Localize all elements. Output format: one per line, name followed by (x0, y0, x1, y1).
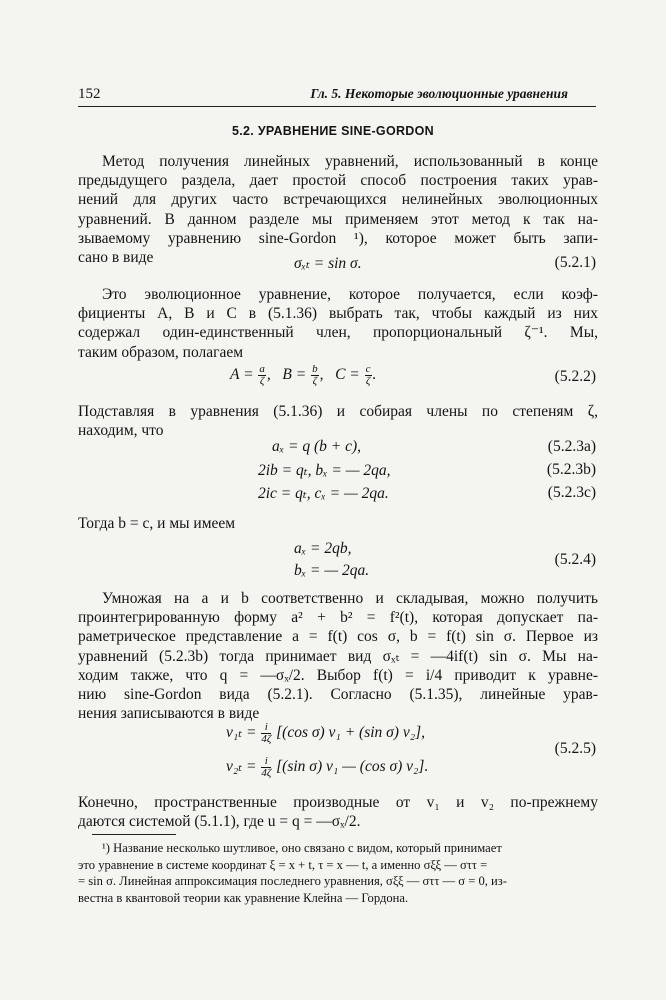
equation-5-2-4-line-2: bₓ = — 2qa. (294, 562, 370, 579)
equation-number: (5.2.2) (554, 368, 596, 385)
footnote-line: = sin σ. Линейная аппроксимация последнего уравнения, σξξ — σττ — σ = 0, из- (78, 874, 507, 888)
text-line: Это эволюционное уравнение, которое получается, если коэф- (102, 286, 598, 303)
denominator: 4ζ (261, 767, 272, 779)
equation-5-2-1: σₓₜ = sin σ. (294, 255, 362, 272)
paragraph-4 (78, 514, 598, 533)
page-number: 152 (78, 86, 101, 102)
footnote-line: это уравнение в системе координат ξ = x + t, τ = x — t, а именно σξξ — σττ = (78, 857, 488, 872)
eq-lhs: v₂ₜ = (226, 758, 257, 776)
numerator: c (365, 363, 371, 375)
eq-rhs: [(sin σ) v₁ — (cos σ) v₂]. (276, 758, 429, 776)
fraction (261, 756, 271, 779)
equation-number: (5.2.5) (554, 740, 596, 757)
paragraph-6 (78, 793, 598, 831)
paragraph-3 (78, 402, 598, 440)
text-line: Конечно, пространственные производные от v₁ и v₂ по-прежнему (78, 794, 598, 811)
equation-number: (5.2.1) (554, 254, 596, 271)
text-line: таким образом, полагаем (78, 343, 244, 361)
equation-5-2-4-line-1: aₓ = 2qb, (294, 540, 352, 557)
paragraph-2 (78, 285, 598, 362)
text-line: сано в виде (78, 248, 154, 266)
numerator: i (261, 756, 271, 768)
denominator: ζ (259, 375, 265, 387)
equation-5-2-3c: 2ic = qₜ, cₓ = — 2qa. (258, 485, 389, 502)
text-line: нию sine-Gordon вида (5.2.1). Согласно (5.1.35), линейные урав- (78, 685, 598, 703)
numerator: b (312, 363, 318, 375)
eq-lhs: A = (230, 366, 254, 384)
section-title: 5.2. УРАВНЕНИЕ SINE-GORDON (232, 124, 434, 138)
text-line: Тогда b = c, и мы имеем (78, 515, 236, 532)
numerator: a (259, 363, 265, 375)
paragraph-1 (78, 152, 598, 267)
text-line: предыдущего раздела, дает простой способ построения таких урав- (78, 172, 598, 190)
footnote-rule (92, 834, 176, 835)
text-line: нений для других часто встречающихся нелинейных эволюционных (78, 191, 598, 209)
paragraph-5 (78, 589, 598, 723)
equation-number: (5.2.4) (554, 551, 596, 568)
numerator: i (261, 722, 271, 734)
text-line: уравнений. В данном разделе мы применяем этот метод к так на- (78, 210, 598, 228)
equation-number: (5.2.3b) (546, 461, 596, 478)
equation-5-2-3a: aₓ = q (b + c), (272, 438, 362, 455)
footnote-line: вестна в квантовой теории как уравнение Клейна — Гордона. (78, 890, 409, 905)
fraction (365, 364, 372, 387)
denominator: ζ (365, 375, 371, 387)
text-line: даются системой (5.1.1), где u = q = —σₓ/2. (78, 813, 361, 831)
page-header (78, 86, 596, 107)
eq-lhs: v₁ₜ = (226, 724, 257, 742)
equation-number: (5.2.3a) (547, 438, 596, 455)
eq-lhs: C = (335, 366, 360, 384)
text-line: Метод получения линейных уравнений, использованный в конце (102, 153, 598, 170)
equation-5-2-5-line-1 (226, 722, 425, 745)
footnote (78, 840, 598, 906)
eq-rhs: [(cos σ) v₁ + (sin σ) v₂], (276, 724, 426, 742)
denominator: ζ (312, 375, 318, 387)
text-line: нения записываются в виде (78, 705, 260, 723)
denominator: 4ζ (261, 733, 272, 745)
eq-lhs: B = (282, 366, 307, 384)
footnote-line: ¹) Название несколько шутливое, оно связано с видом, который принимает (102, 841, 502, 855)
fraction (258, 364, 266, 387)
running-title: Гл. 5. Некоторые эволюционные уравнения (310, 86, 568, 101)
text-line: раметрическое представление a = f(t) cos σ, b = f(t) sin σ. Первое из (78, 628, 598, 646)
equation-number: (5.2.3c) (547, 484, 596, 501)
text-line: Умножая на a и b соответственно и складывая, можно получить (102, 590, 598, 607)
equation-5-2-3b: 2ib = qₜ, bₓ = — 2qa, (258, 462, 391, 479)
text-line: ходим также, что q = —σₓ/2. Выбор f(t) = i/4 приводит к уравне- (78, 666, 598, 684)
equation-5-2-5-line-2 (226, 756, 428, 779)
text-line: Подставляя в уравнения (5.1.36) и собирая члены по степеням ζ, (78, 403, 598, 420)
equation-5-2-2: A = $\frac{a}{\zeta}$ , B = $\frac{b}{\zeta}$ , C = $\frac{c}{\zeta}$ . (230, 363, 377, 387)
fraction (311, 364, 319, 387)
text-line: содержал один-единственный член, пропорциональный ζ⁻¹. Мы, (78, 324, 598, 342)
text-line: фициенты A, B и C в (5.1.36) выбрать так, чтобы каждый из них (78, 305, 598, 323)
fraction (261, 722, 271, 745)
text-line: уравнений (5.2.3b) тогда принимает вид σₓₜ = —4if(t) sin σ. Мы на- (78, 647, 598, 665)
text-line: проинтегрированную форму a² + b² = f²(t), которая допускает па- (78, 609, 598, 627)
text-line: находим, что (78, 422, 164, 440)
text-line: зываемому уравнению sine-Gordon ¹), которое может быть запи- (78, 229, 598, 247)
